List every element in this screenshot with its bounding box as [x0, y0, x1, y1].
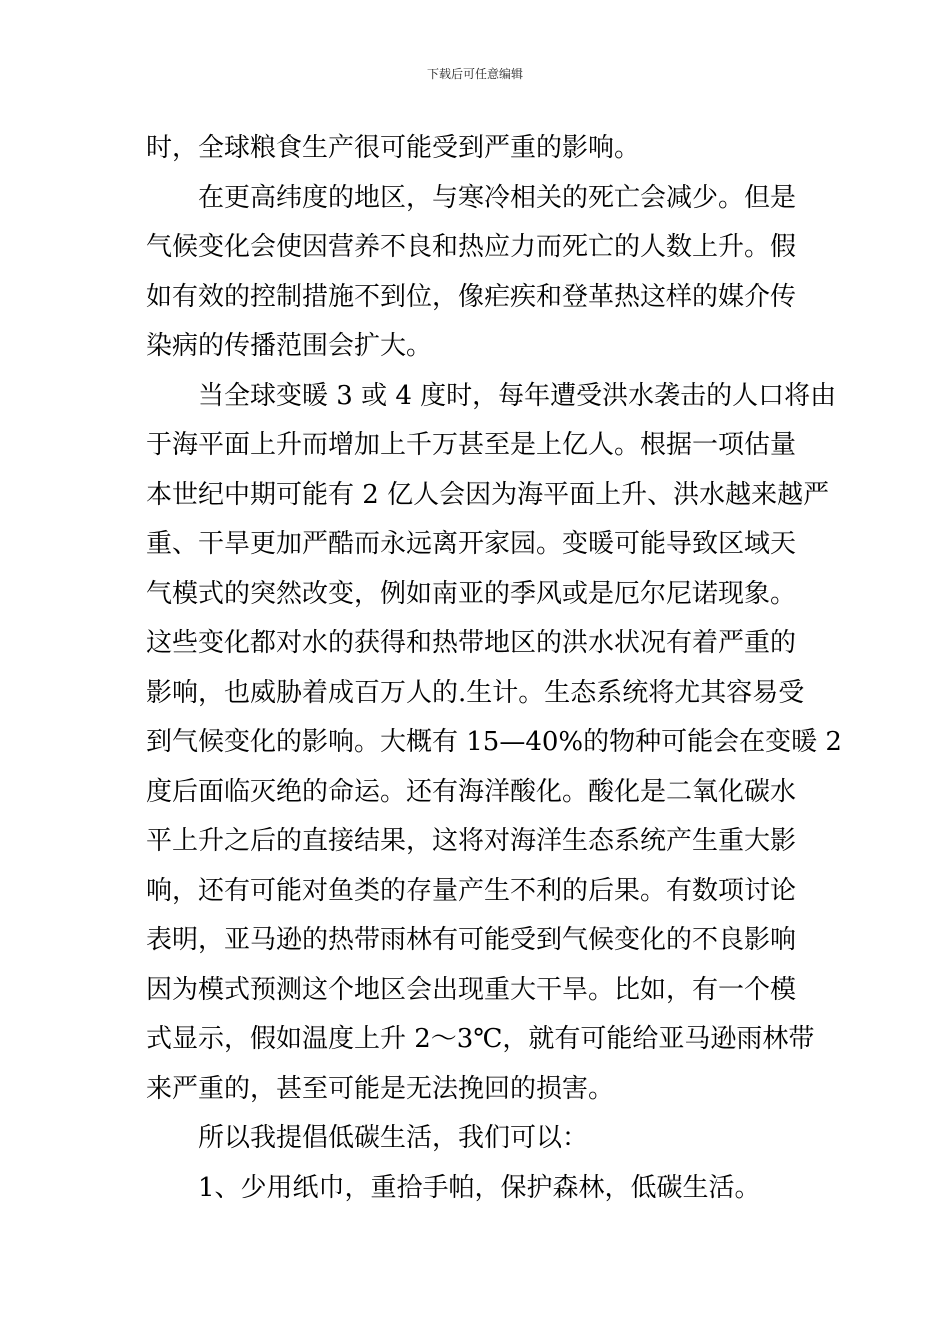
- text-line: 重、干旱更加严酷而永远离开家园。变暖可能导致区域天: [146, 529, 797, 559]
- text-line: 来严重的，甚至可能是无法挽回的损害。: [146, 1073, 615, 1104]
- paragraph-start-line: 当全球变暖 3 或 4 度时，每年遭受洪水袭击的人口将由: [198, 380, 837, 411]
- text-line: 式显示，假如温度上升 2～3℃，就有可能给亚马逊雨林带: [146, 1024, 815, 1054]
- text-line: 于海平面上升而增加上千万甚至是上亿人。根据一项估量: [146, 430, 797, 460]
- paragraph-start-line: 在更高纬度的地区，与寒冷相关的死亡会减少。但是: [198, 182, 797, 213]
- text-line: 染病的传播范围会扩大。: [146, 331, 433, 361]
- text-line: 表明，亚马逊的热带雨林有可能受到气候变化的不良影响: [146, 925, 797, 955]
- text-line: 到气候变化的影响。大概有 15—40%的物种可能会在变暖 2: [146, 727, 842, 757]
- page-header: 下载后可任意编辑: [426, 67, 523, 81]
- text-line: 气模式的突然改变，例如南亚的季风或是厄尔尼诺现象。: [146, 578, 797, 609]
- text-line: 本世纪中期可能有 2 亿人会因为海平面上升、洪水越来越严: [146, 479, 830, 510]
- text-line: 平上升之后的直接结果，这将对海洋生态系统产生重大影: [146, 826, 797, 856]
- text-line: 度后面临灭绝的命运。还有海洋酸化。酸化是二氧化碳水: [146, 776, 797, 807]
- list-item-line: 1、少用纸巾，重拾手帕，保护森林，低碳生活。: [198, 1172, 761, 1203]
- text-line: 这些变化都对水的获得和热带地区的洪水状况有着严重的: [146, 628, 797, 658]
- document-body: [146, 124, 842, 1213]
- text-line: 气候变化会使因营养不良和热应力而死亡的人数上升。假: [146, 232, 797, 262]
- text-line: 影响，也威胁着成百万人的.生计。生态系统将尤其容易受: [146, 677, 805, 708]
- text-line: 因为模式预测这个地区会出现重大干旱。比如，有一个模: [146, 974, 797, 1005]
- paragraph-start-line: 所以我提倡低碳生活，我们可以：: [198, 1123, 589, 1153]
- text-line: 时，全球粮食生产很可能受到严重的影响。: [146, 133, 641, 163]
- text-line: 如有效的控制措施不到位，像疟疾和登革热这样的媒介传: [146, 281, 797, 312]
- text-line: 响，还有可能对鱼类的存量产生不利的后果。有数项讨论: [146, 875, 797, 906]
